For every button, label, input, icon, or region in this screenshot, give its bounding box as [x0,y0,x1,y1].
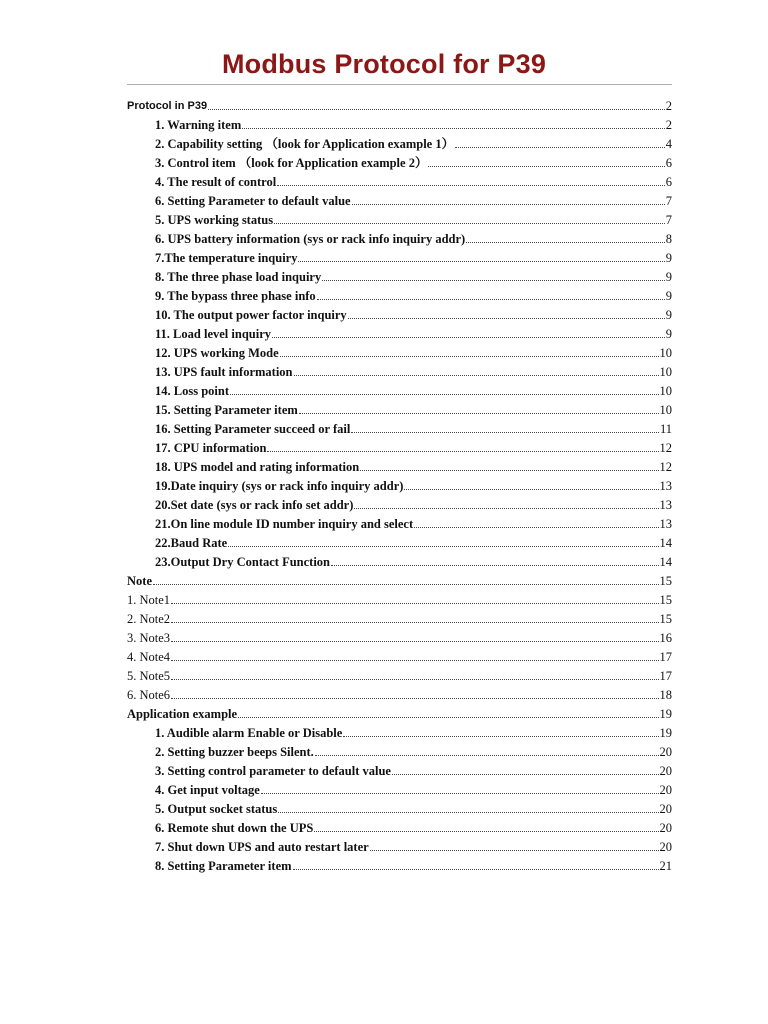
toc-page-number: 9 [665,270,672,284]
toc-page-number: 8 [665,232,672,246]
toc-leader-dots [348,318,665,319]
toc-leader-dots [299,413,659,414]
toc-entry[interactable] [155,817,672,835]
toc-page-number: 18 [659,688,672,702]
toc-entry-label: 21.On line module ID number inquiry and select [155,517,414,531]
toc-page-number: 10 [659,365,672,379]
toc-entry-label: 7.The temperature inquiry [155,251,298,265]
toc-entry-label: 4. The result of control [155,175,277,189]
toc-leader-dots [208,109,665,110]
toc-entry-label: 8. The three phase load inquiry [155,270,322,284]
toc-entry-label: 6. Setting Parameter to default value [155,194,351,208]
toc-entry[interactable] [155,513,672,531]
toc-entry[interactable] [155,361,672,379]
toc-page-number: 20 [659,802,672,816]
toc-entry-label: 8. Setting Parameter item [155,859,292,873]
toc-page-number: 2 [665,118,672,132]
toc-leader-dots [277,185,665,186]
toc-page-number: 17 [659,669,672,683]
toc-entry-label: 5. Note5 [127,669,171,683]
toc-entry[interactable] [155,779,672,797]
toc-entry-label: 20.Set date (sys or rack info set addr) [155,498,354,512]
toc-entry[interactable] [155,836,672,854]
toc-entry-label: 15. Setting Parameter item [155,403,298,417]
toc-leader-dots [171,679,658,680]
toc-page-number: 14 [659,555,672,569]
toc-entry[interactable] [127,570,672,588]
toc-leader-dots [314,831,658,832]
toc-entry[interactable] [155,551,672,569]
toc-entry[interactable] [127,703,672,721]
toc-page-number: 10 [659,384,672,398]
toc-entry[interactable] [155,475,672,493]
toc-entry[interactable] [155,304,672,322]
toc-page-number: 21 [659,859,672,873]
toc-leader-dots [242,128,665,129]
toc-entry[interactable] [155,285,672,303]
toc-entry-label: 22.Baud Rate [155,536,228,550]
toc-entry-label: 1. Note1 [127,593,171,607]
toc-page-number: 12 [659,460,672,474]
toc-entry[interactable] [127,627,672,645]
toc-entry-label: 3. Setting control parameter to default value [155,764,391,778]
toc-page-number: 13 [659,498,672,512]
toc-leader-dots [404,489,658,490]
toc-entry-label: 4. Note4 [127,650,171,664]
toc-entry-label: 1. Audible alarm Enable or Disable [155,726,343,740]
toc-page-number: 19 [659,707,672,721]
toc-entry[interactable] [155,209,672,227]
document-title: Modbus Protocol for P39 [221,49,547,79]
toc-entry-label: 4. Get input voltage [155,783,260,797]
toc-entry-label: 10. The output power factor inquiry [155,308,347,322]
toc-entry[interactable] [155,855,672,873]
toc-leader-dots [428,166,664,167]
toc-leader-dots [315,755,659,756]
toc-entry[interactable] [155,247,672,265]
toc-leader-dots [171,603,658,604]
toc-entry-label: 13. UPS fault information [155,365,293,379]
toc-leader-dots [280,356,659,357]
toc-leader-dots [455,147,665,148]
toc-leader-dots [331,565,658,566]
toc-entry[interactable] [155,380,672,398]
toc-entry-label: 19.Date inquiry (sys or rack info inquiry addr) [155,479,404,493]
toc-entry-label: Protocol in P39 [127,100,208,112]
toc-entry-label: 16. Setting Parameter succeed or fail [155,422,351,436]
toc-leader-dots [370,850,659,851]
toc-entry[interactable] [155,228,672,246]
toc-leader-dots [414,527,658,528]
toc-entry[interactable] [127,646,672,664]
toc-entry[interactable] [155,190,672,208]
toc-page-number: 20 [659,764,672,778]
toc-entry-label: 2. Capability setting （look for Application example 1） [155,137,455,151]
toc-leader-dots [351,432,659,433]
toc-entry[interactable] [155,114,672,132]
toc-entry[interactable] [155,266,672,284]
toc-leader-dots [293,869,659,870]
toc-entry-label: Note [127,574,152,588]
toc-page-number: 19 [659,726,672,740]
toc-page-number: 15 [659,612,672,626]
toc-entry-label: 17. CPU information [155,441,267,455]
toc-entry[interactable] [127,684,672,702]
toc-entry[interactable] [127,589,672,607]
toc-leader-dots [278,812,658,813]
toc-entry-label: 2. Setting buzzer beeps Silent. [155,745,314,759]
toc-entry-label: 11. Load level inquiry [155,327,271,341]
toc-entry-label: 23.Output Dry Contact Function [155,555,331,569]
toc-entry-label: 12. UPS working Mode [155,346,279,360]
toc-entry-label: 14. Loss point [155,384,229,398]
toc-entry[interactable] [155,456,672,474]
toc-page-number: 17 [659,650,672,664]
toc-page-number: 9 [665,251,672,265]
toc-page-number: 13 [659,517,672,531]
toc-entry-label: 18. UPS model and rating information [155,460,360,474]
toc-entry-label: 5. Output socket status [155,802,278,816]
toc-leader-dots [171,641,658,642]
toc-entry-label: 2. Note2 [127,612,171,626]
toc-leader-dots [274,223,665,224]
toc-page-number: 4 [665,137,672,151]
toc-entry[interactable] [155,133,672,151]
toc-page-number: 6 [665,175,672,189]
toc-entry-label: 6. UPS battery information (sys or rack info inquiry addr) [155,232,466,246]
toc-entry[interactable] [155,418,672,436]
toc-page-number: 9 [665,289,672,303]
toc-leader-dots [153,584,659,585]
toc-leader-dots [352,204,665,205]
toc-leader-dots [298,261,664,262]
toc-page-number: 14 [659,536,672,550]
toc-entry[interactable] [155,437,672,455]
toc-entry[interactable] [155,323,672,341]
toc-leader-dots [261,793,659,794]
toc-leader-dots [322,280,665,281]
toc-entry-label: 9. The bypass three phase info [155,289,316,303]
toc-page-number: 20 [659,840,672,854]
toc-page-number: 9 [665,308,672,322]
toc-leader-dots [343,736,658,737]
toc-page-number: 15 [659,593,672,607]
toc-entry-label: 7. Shut down UPS and auto restart later [155,840,369,854]
toc-entry[interactable] [155,399,672,417]
toc-page-number: 12 [659,441,672,455]
toc-page-number: 16 [659,631,672,645]
title-divider [127,84,672,85]
toc-page-number: 20 [659,745,672,759]
toc-entry[interactable] [155,741,672,759]
toc-page-number: 10 [659,403,672,417]
toc-entry[interactable] [155,152,672,170]
toc-page-number: 9 [665,327,672,341]
toc-page-number: 7 [665,213,672,227]
toc-page-number: 20 [659,783,672,797]
toc-leader-dots [171,698,658,699]
toc-leader-dots [272,337,665,338]
toc-page-number: 10 [659,346,672,360]
toc-leader-dots [267,451,658,452]
toc-leader-dots [466,242,665,243]
toc-page-number: 13 [659,479,672,493]
toc-entry[interactable] [155,532,672,550]
toc-leader-dots [354,508,658,509]
toc-entry[interactable] [155,798,672,816]
toc-entry-label: 1. Warning item [155,118,242,132]
toc-entry[interactable] [127,95,672,113]
toc-page-number: 20 [659,821,672,835]
toc-entry[interactable] [127,608,672,626]
toc-page-number: 6 [665,156,672,170]
toc-page-number: 11 [659,422,672,436]
toc-leader-dots [230,394,659,395]
toc-leader-dots [317,299,665,300]
toc-entry[interactable] [155,722,672,740]
toc-leader-dots [238,717,658,718]
toc-entry-label: 3. Control item （look for Application example 2） [155,156,428,170]
toc-leader-dots [171,660,658,661]
toc-entry[interactable] [155,171,672,189]
toc-entry-label: 6. Remote shut down the UPS [155,821,314,835]
toc-leader-dots [360,470,658,471]
toc-entry-label: 3. Note3 [127,631,171,645]
toc-entry-label: Application example [127,707,238,721]
toc-entry[interactable] [127,665,672,683]
toc-leader-dots [294,375,659,376]
toc-entry[interactable] [155,494,672,512]
toc-entry-label: 6. Note6 [127,688,171,702]
toc-leader-dots [392,774,659,775]
toc-leader-dots [171,622,658,623]
toc-page-number: 15 [659,574,672,588]
toc-entry[interactable] [155,760,672,778]
toc-entry-label: 5. UPS working status [155,213,274,227]
toc-entry[interactable] [155,342,672,360]
toc-leader-dots [228,546,658,547]
toc-page-number: 7 [665,194,672,208]
toc-page-number: 2 [665,99,672,113]
